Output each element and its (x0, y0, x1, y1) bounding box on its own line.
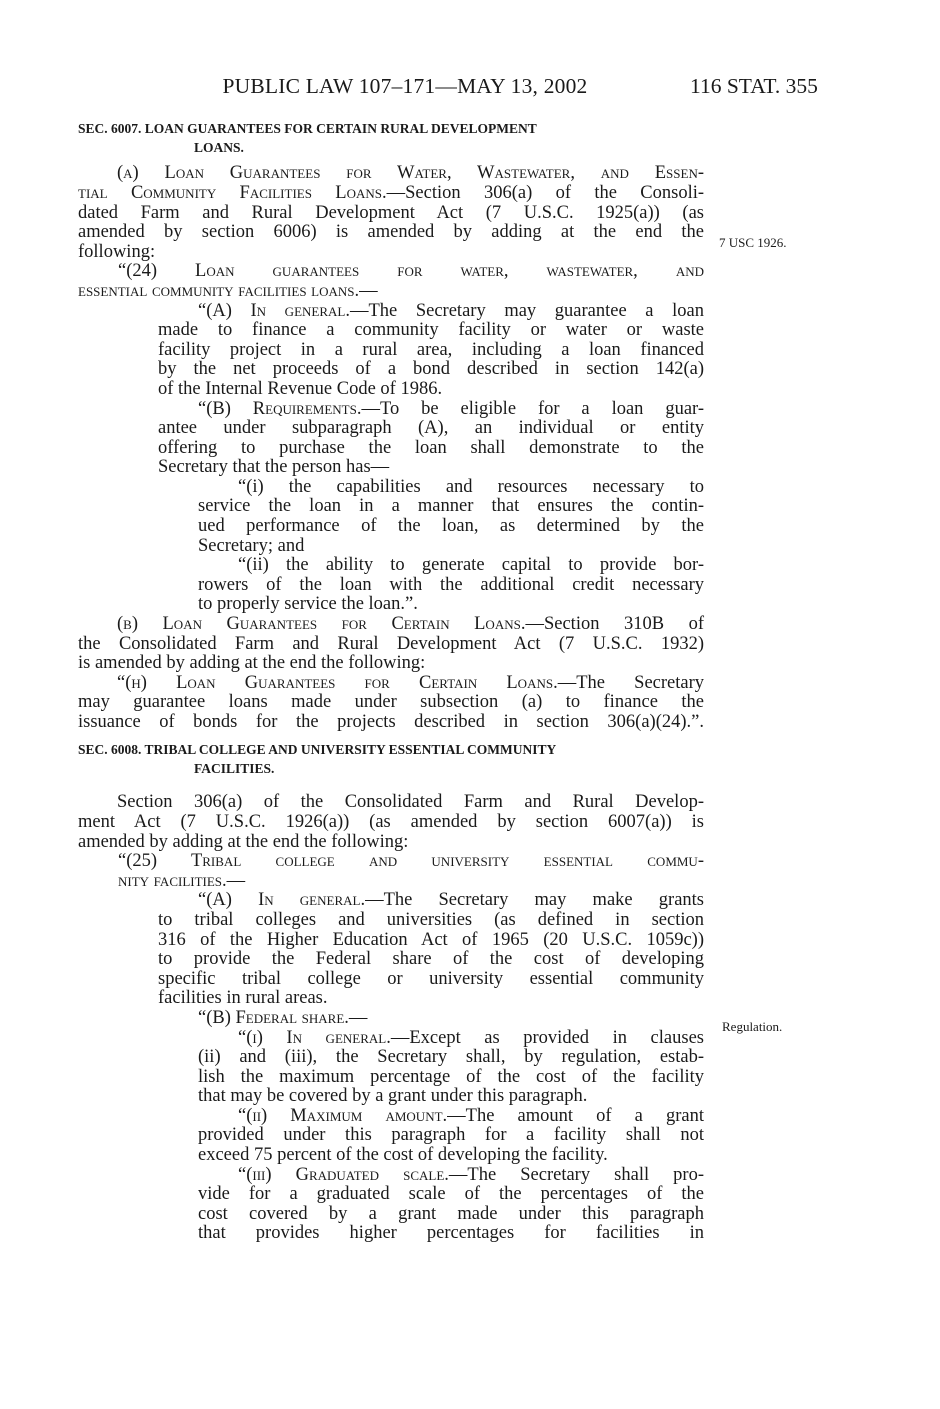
paragraph-line: may guarantee loans made under subsection (a) to finance the (78, 692, 704, 713)
paragraph-line: to provide the Federal share of the cost of developing (158, 949, 704, 970)
paragraph-line: (ii) and (iii), the Secretary shall, by regulation, estab- (198, 1047, 704, 1068)
paragraph-line: offering to purchase the loan shall demonstrate to the (158, 437, 704, 458)
margin-note-usc: 7 USC 1926. (719, 235, 787, 250)
paragraph-line: “(B) Federal share.— (198, 1007, 368, 1028)
paragraph-line: Section 306(a) of the Consolidated Farm and Rural Develop- (117, 792, 704, 813)
section-6007 (78, 119, 704, 733)
paragraph-line: that provides higher percentages for facilities in (198, 1223, 704, 1244)
paragraph-line: cost covered by a grant made under this paragraph (198, 1203, 704, 1224)
paragraph-line: tial Community Facilities Loans.—Section 306(a) of the Consoli- (78, 182, 705, 203)
paragraph-line: 316 of the Higher Education Act of 1965 (20 U.S.C. 1059c)) (158, 929, 704, 950)
paragraph-line: “(B) Requirements.—To be eligible for a loan guar- (198, 398, 704, 419)
paragraph-line: by the net proceeds of a bond described in section 142(a) (158, 359, 704, 380)
paragraph-line: service the loan in a manner that ensures the contin- (198, 496, 704, 517)
paragraph-line: made to finance a community facility or water or waste (158, 320, 704, 341)
margin-note-regulation: Regulation. (722, 1019, 783, 1034)
section-6008 (78, 740, 704, 1244)
paragraph-line: to properly service the loan.”. (198, 594, 418, 615)
paragraph-line: issuance of bonds for the projects described in section 306(a)(24).”. (78, 712, 704, 732)
paragraph-line: that may be covered by a grant under this paragraph. (198, 1086, 588, 1107)
paragraph-line: amended by adding at the end the following: (78, 831, 409, 852)
paragraph-line: “(24) Loan guarantees for water, wastewater, and (118, 261, 704, 282)
paragraph-line: antee under subparagraph (A), an individual or entity (158, 418, 704, 439)
paragraph-line: the Consolidated Farm and Rural Development Act (7 U.S.C. 1932) (78, 633, 704, 654)
paragraph-line: “(iii) Graduated scale.—The Secretary shall pro- (238, 1164, 704, 1185)
paragraph-line: facility project in a rural area, including a loan financed (158, 339, 704, 360)
paragraph-line: exceed 75 percent of the cost of developing the facility. (198, 1145, 608, 1166)
paragraph-line: “(25) Tribal college and university essential commu- (118, 851, 704, 872)
section-heading-cont: LOANS. (194, 140, 244, 156)
section-heading: SEC. 6007. LOAN GUARANTEES FOR CERTAIN RURAL DEVELOPMENT (78, 121, 537, 136)
paragraph-line: ued performance of the loan, as determined by the (198, 516, 704, 537)
paragraph-line: lish the maximum percentage of the cost of the facility (198, 1066, 704, 1087)
paragraph-line: “(i) the capabilities and resources necessary to (238, 476, 704, 497)
paragraph-line: ment Act (7 U.S.C. 1926(a)) (as amended by section 6007(a)) is (78, 811, 704, 832)
paragraph-line: Secretary that the person has— (158, 457, 390, 478)
paragraph-line: “(i) In general.—Except as provided in clauses (238, 1027, 704, 1048)
page-stat-number: 116 STAT. 355 (690, 74, 818, 98)
paragraph-line: “(A) In general.—The Secretary may make grants (198, 890, 704, 911)
paragraph-line: rowers of the loan with the additional credit necessary (198, 574, 704, 595)
paragraph-line: “(h) Loan Guarantees for Certain Loans.—The Secretary (117, 672, 705, 693)
paragraph-line: facilities in rural areas. (158, 988, 328, 1009)
paragraph-line: (a) Loan Guarantees for Water, Wastewater, and Essen- (117, 163, 704, 184)
paragraph-line: “(ii) the ability to generate capital to provide bor- (238, 555, 704, 576)
paragraph-line: “(ii) Maximum amount.—The amount of a grant (238, 1105, 704, 1126)
paragraph-line: of the Internal Revenue Code of 1986. (158, 378, 443, 399)
paragraph-line: essential community facilities loans.— (78, 280, 378, 301)
paragraph-line: nity facilities.— (118, 870, 246, 891)
paragraph-line: is amended by adding at the end the following: (78, 653, 426, 674)
section-heading: SEC. 6008. TRIBAL COLLEGE AND UNIVERSITY ESSENTIAL COMMUNITY (78, 742, 557, 757)
paragraph-line: following: (78, 241, 156, 262)
section-heading-cont: FACILITIES. (194, 761, 275, 777)
paragraph-line: amended by section 6006) is amended by adding at the end the (78, 222, 704, 243)
paragraph-line: to tribal colleges and universities (as defined in section (158, 909, 704, 930)
paragraph-line: dated Farm and Rural Development Act (7 U.S.C. 1925(a)) (as (78, 202, 704, 223)
running-header-title: PUBLIC LAW 107–171—MAY 13, 2002 (222, 74, 588, 98)
paragraph-line: vide for a graduated scale of the percentages of the (198, 1184, 704, 1205)
paragraph-line: specific tribal college or university essential community (158, 968, 704, 989)
paragraph-line: Secretary; and (198, 535, 305, 556)
paragraph-line: provided under this paragraph for a facility shall not (198, 1125, 704, 1146)
paragraph-line: “(A) In general.—The Secretary may guarantee a loan (198, 300, 704, 321)
paragraph-line: (b) Loan Guarantees for Certain Loans.—Section 310B of (117, 614, 704, 635)
